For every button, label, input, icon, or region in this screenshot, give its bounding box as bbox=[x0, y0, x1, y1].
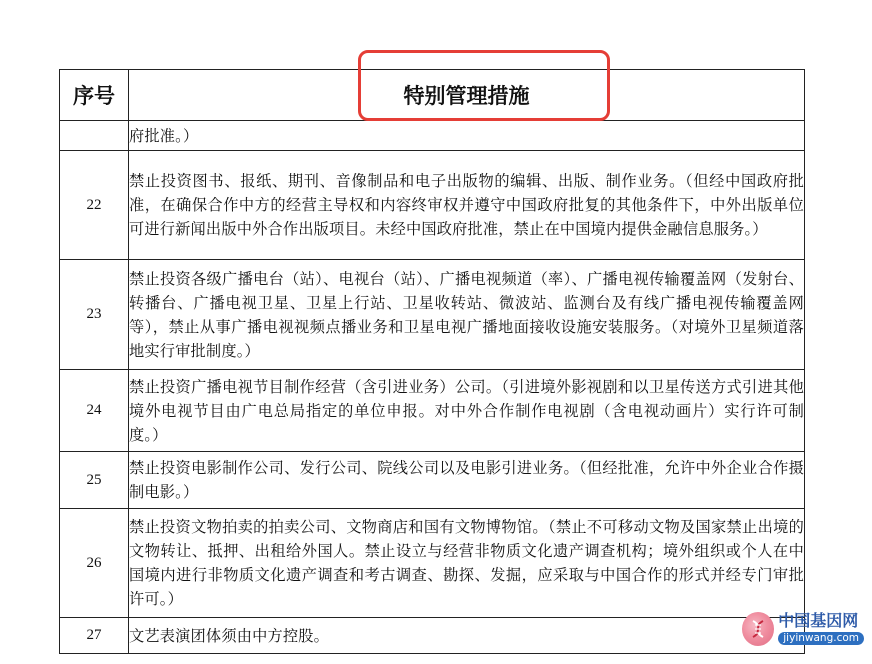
table-row-continuation bbox=[60, 121, 805, 151]
table-row bbox=[60, 370, 805, 452]
watermark bbox=[742, 608, 864, 650]
header-serial-number: 序号 bbox=[60, 70, 129, 121]
row-number: 23 bbox=[60, 260, 129, 370]
row-number: 25 bbox=[60, 452, 129, 509]
row-number: 24 bbox=[60, 370, 129, 452]
row-number: 26 bbox=[60, 509, 129, 618]
row-text: 文艺表演团体须由中方控股。 bbox=[129, 618, 805, 654]
regulation-table bbox=[59, 69, 805, 654]
table-row bbox=[60, 452, 805, 509]
watermark-name: 中国基因网 bbox=[778, 611, 859, 631]
row-number bbox=[60, 121, 129, 151]
header-special-measures: 特别管理措施 bbox=[129, 70, 805, 121]
row-text: 禁止投资文物拍卖的拍卖公司、文物商店和国有文物博物馆。（禁止不可移动文物及国家禁止出境的文物转让、抵押、出租给外国人。禁止设立与经营非物质文化遗产调查机构；境外组织或个人在中国境内进行非物质文化遗产调查和考古调查、勘探、发掘，应采取与中国合作的形式并经专门审批许可。） bbox=[129, 509, 805, 618]
table-header-row bbox=[60, 70, 805, 121]
row-number: 22 bbox=[60, 151, 129, 260]
dna-icon bbox=[742, 612, 774, 646]
watermark-url: jiyinwang.com bbox=[778, 632, 864, 645]
table-row bbox=[60, 151, 805, 260]
row-text: 禁止投资电影制作公司、发行公司、院线公司以及电影引进业务。（但经批准，允许中外企业合作摄制电影。） bbox=[129, 452, 805, 509]
table-row bbox=[60, 618, 805, 654]
table-row bbox=[60, 260, 805, 370]
row-text: 禁止投资各级广播电台（站）、电视台（站）、广播电视频道（率）、广播电视传输覆盖网（发射台、转播台、广播电视卫星、卫星上行站、卫星收转站、微波站、监测台及有线广播电视传输覆盖网等），禁止从事广播电视视频点播业务和卫星电视广播地面接收设施安装服务。（对境外卫星频道落地实行审批制度。） bbox=[129, 260, 805, 370]
table-row bbox=[60, 509, 805, 618]
row-text: 禁止投资图书、报纸、期刊、音像制品和电子出版物的编辑、出版、制作业务。（但经中国政府批准，在确保合作中方的经营主导权和内容终审权并遵守中国政府批复的其他条件下，中外出版单位可进行新闻出版中外合作出版项目。未经中国政府批准，禁止在中国境内提供金融信息服务。） bbox=[129, 151, 805, 260]
row-number: 27 bbox=[60, 618, 129, 654]
row-text: 府批准。） bbox=[129, 121, 805, 151]
row-text: 禁止投资广播电视节目制作经营（含引进业务）公司。（引进境外影视剧和以卫星传送方式引进其他境外电视节目由广电总局指定的单位申报。对中外合作制作电视剧（含电视动画片）实行许可制度。） bbox=[129, 370, 805, 452]
